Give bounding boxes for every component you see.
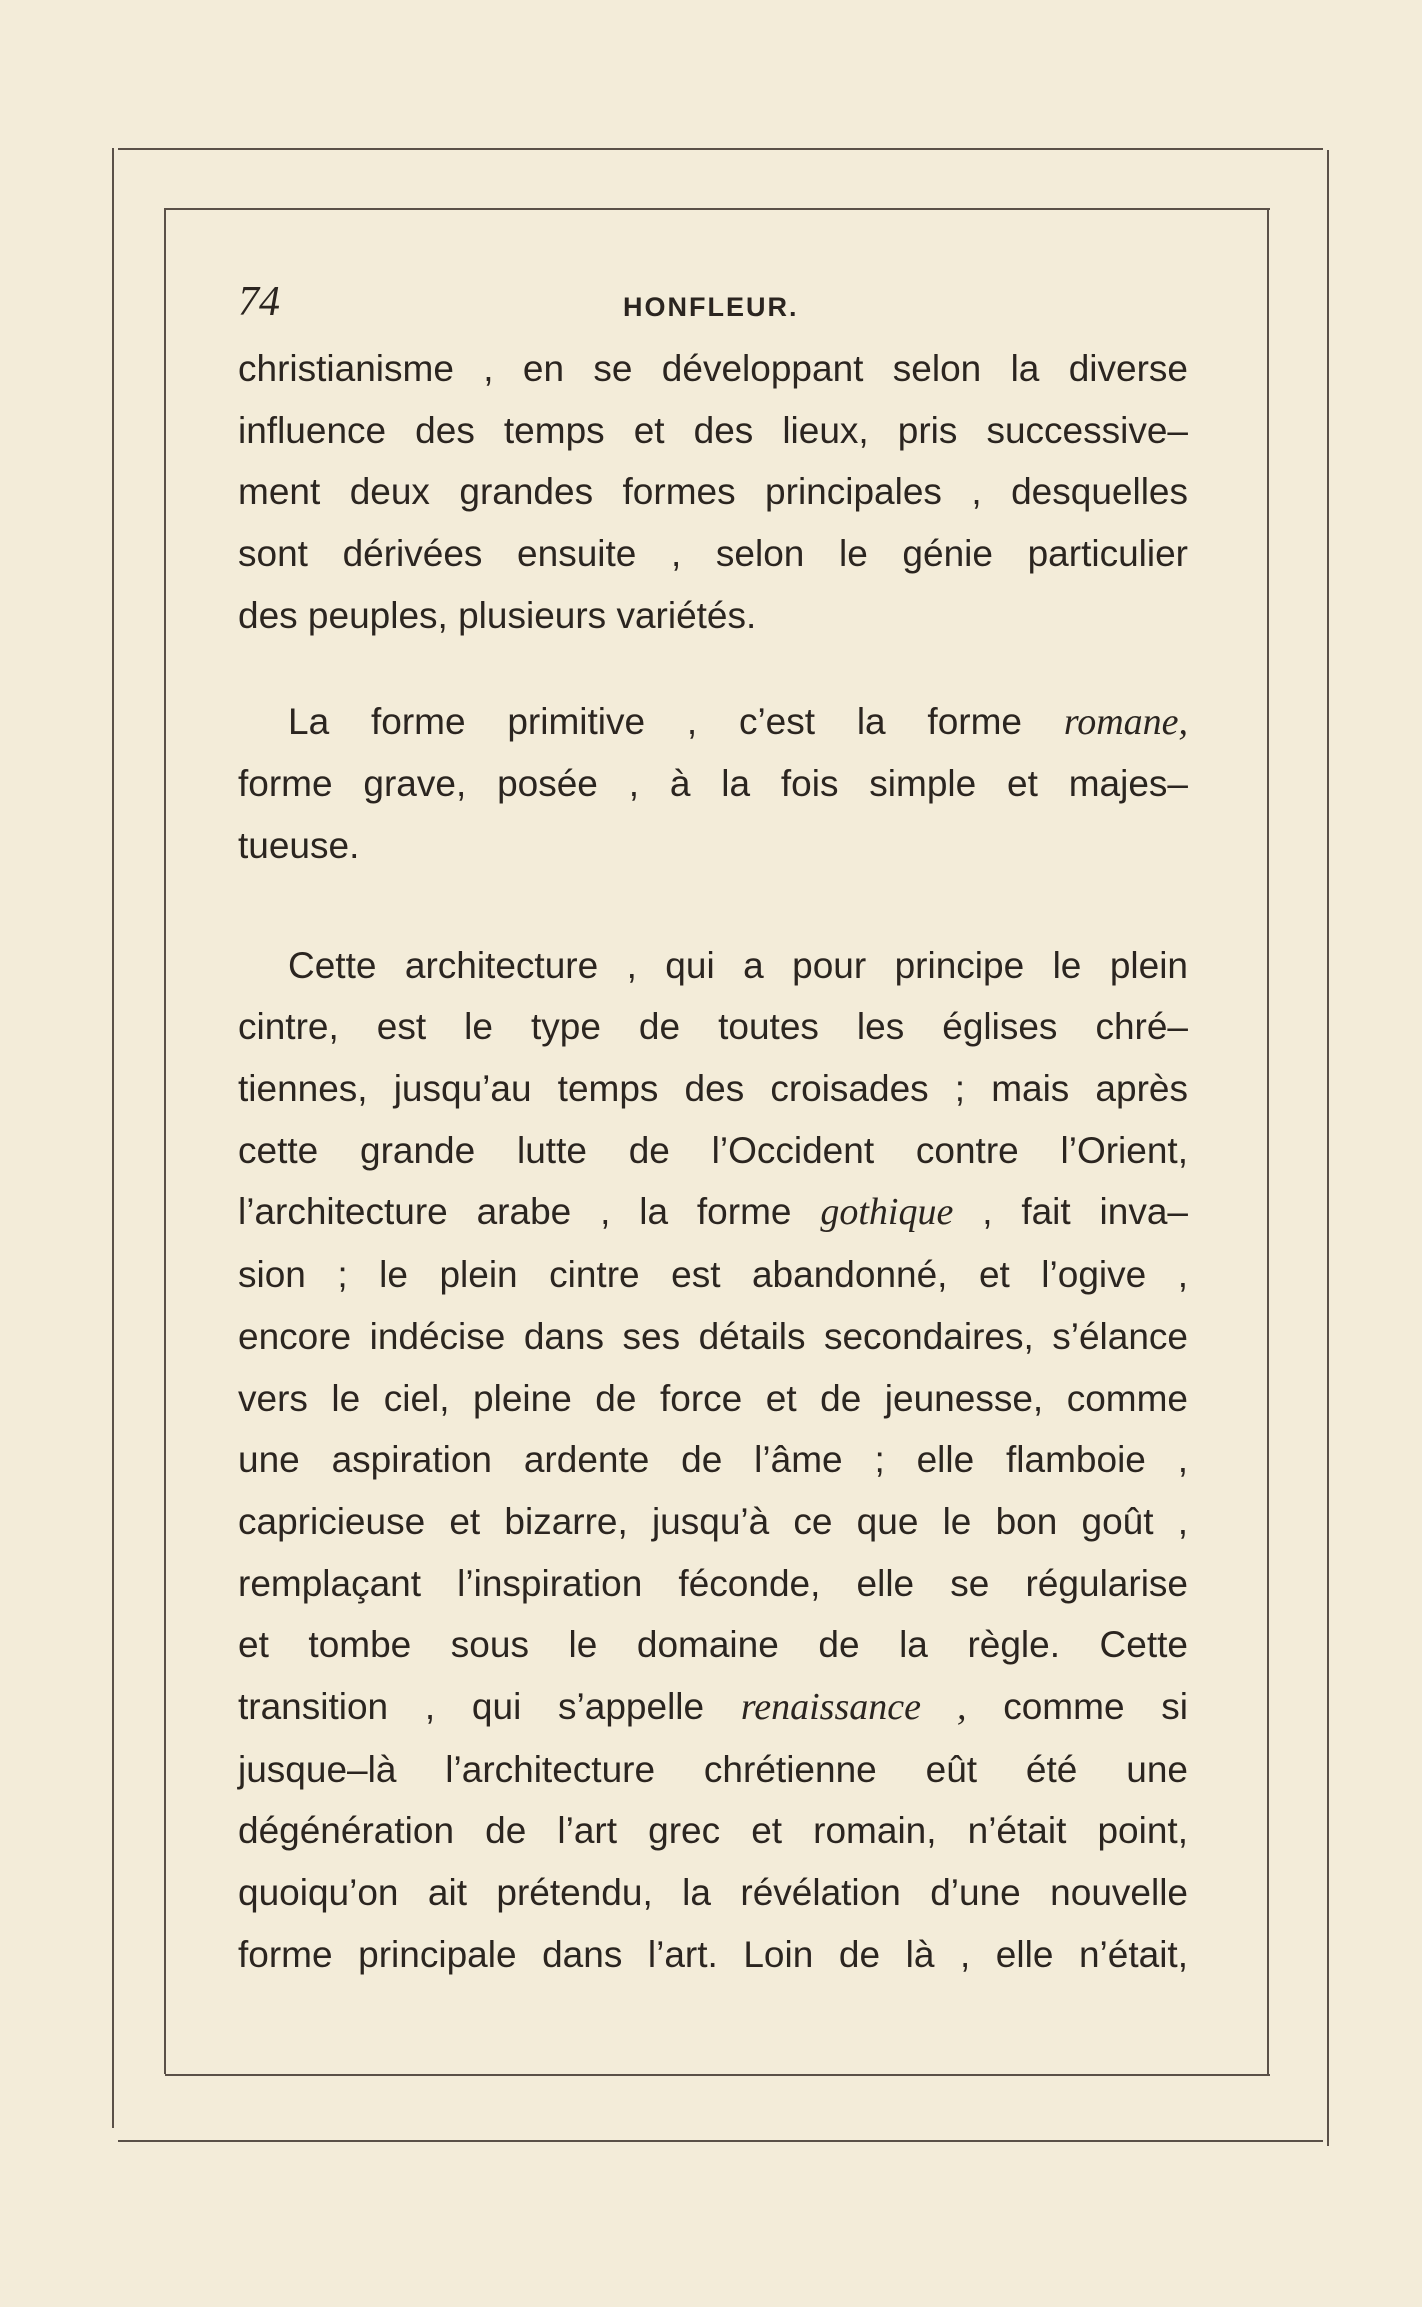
running-head: HONFLEUR. (623, 292, 799, 322)
frame-right-line (1327, 150, 1329, 2146)
body-text (238, 338, 1188, 1986)
text-line (238, 1676, 1188, 1739)
paragraph-gap (238, 647, 1188, 691)
paragraph-3 (238, 935, 1188, 1986)
text-line: dégénération de l’art grec et romain, n’était point, (238, 1810, 1188, 1852)
text-line: sion ; le plein cintre est abandonné, et l’ogive , (238, 1254, 1188, 1296)
text-line: sont dérivées ensuite , selon le génie particulier (238, 533, 1188, 575)
text-segment: , fait inva– (982, 1191, 1188, 1233)
paragraph-gap (238, 877, 1188, 935)
text-line (238, 691, 1188, 754)
text-line (238, 1181, 1188, 1244)
frame-bottom-line (118, 2140, 1323, 2142)
text-line: tueuse. (238, 824, 360, 866)
text-segment: transition , qui s’appelle (238, 1686, 705, 1728)
text-line: ment deux grandes formes principales , desquelles (238, 471, 1188, 513)
text-line: quoiqu’on ait prétendu, la révélation d’une nouvelle (238, 1872, 1188, 1914)
text-line: capricieuse et bizarre, jusqu’à ce que le bon goût , (238, 1500, 1188, 1542)
text-line: encore indécise dans ses détails secondaires, s’élance (238, 1315, 1188, 1357)
paragraph-2 (238, 691, 1188, 877)
text-segment: l’architecture arabe , la forme (238, 1191, 792, 1233)
text-line: forme principale dans l’art. Loin de là , elle n’était, (238, 1933, 1188, 1975)
frame-inner-top-line (165, 208, 1270, 210)
text-line: jusque–là l’architecture chrétienne eût été une (238, 1748, 1188, 1790)
italic-term: renaissance , (740, 1686, 967, 1729)
frame-top-line (118, 148, 1323, 150)
text-line: Cette architecture , qui a pour principe le plein (288, 944, 1188, 986)
frame-left-line (112, 148, 114, 2128)
italic-term: gothique (820, 1191, 954, 1234)
text-line: une aspiration ardente de l’âme ; elle flamboie , (238, 1439, 1188, 1481)
text-line: cette grande lutte de l’Occident contre l’Orient, (238, 1129, 1188, 1171)
text-line: christianisme , en se développant selon la diverse (238, 348, 1188, 389)
text-line: forme grave, posée , à la fois simple et majes– (238, 763, 1188, 805)
paragraph-1 (238, 338, 1188, 647)
text-line: et tombe sous le domaine de la règle. Cette (238, 1624, 1188, 1666)
frame-inner-left-line (164, 208, 166, 2074)
page-number: 74 (238, 279, 280, 325)
text-segment: comme si (1003, 1686, 1189, 1728)
text-line: remplaçant l’inspiration féconde, elle se régularise (238, 1562, 1188, 1604)
text-line: cintre, est le type de toutes les églises chré– (238, 1006, 1188, 1048)
italic-term: romane, (1063, 700, 1189, 743)
text-line: tiennes, jusqu’au temps des croisades ; mais après (238, 1068, 1188, 1110)
text-line: des peuples, plusieurs variétés. (238, 594, 757, 636)
frame-inner-bottom-line (165, 2074, 1270, 2076)
frame-inner-right-line (1267, 208, 1269, 2074)
text-segment: La forme primitive , c’est la forme (288, 700, 1023, 742)
text-line: vers le ciel, pleine de force et de jeunesse, comme (238, 1377, 1188, 1419)
text-line: influence des temps et des lieux, pris successive– (238, 409, 1188, 451)
page-header (238, 278, 1188, 338)
book-page (238, 278, 1188, 1986)
